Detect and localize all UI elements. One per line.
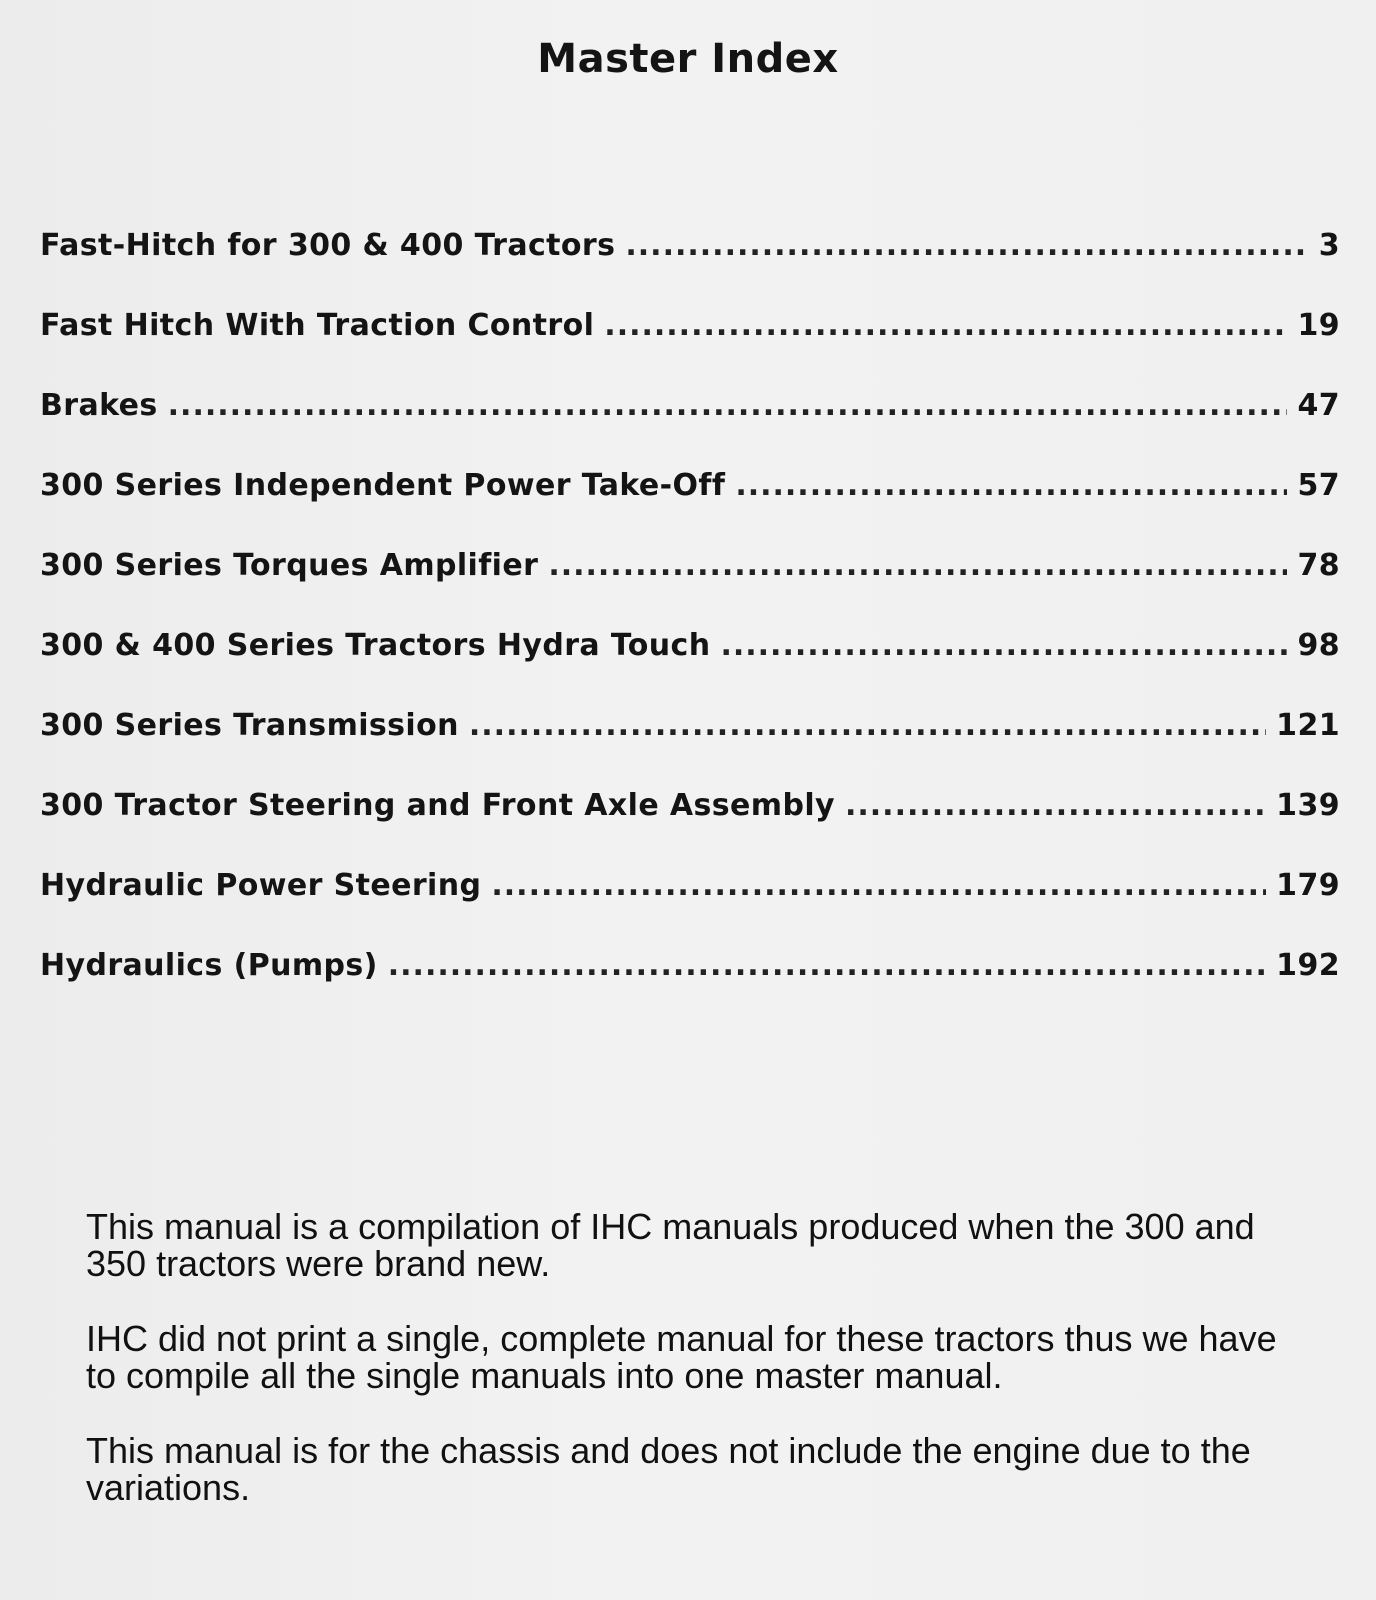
note-paragraph: IHC did not print a single, complete manual for these tractors thus we have to compile all the single manuals into one master manual. xyxy=(86,1318,1277,1396)
index-entry xyxy=(40,548,1340,628)
index-entry xyxy=(40,868,1340,948)
dot-leader xyxy=(720,628,1287,663)
note-paragraph: This manual is a compilation of IHC manuals produced when the 300 and 350 tractors were brand new. xyxy=(86,1206,1255,1284)
index-entry-page: 57 xyxy=(1297,468,1340,503)
index-entry-title: Hydraulic Power Steering xyxy=(40,868,482,903)
dot-leader xyxy=(845,788,1266,823)
index-entry-title: 300 Tractor Steering and Front Axle Assembly xyxy=(40,788,835,823)
index-entry xyxy=(40,308,1340,388)
index-entry-page: 19 xyxy=(1297,308,1340,343)
index-entry xyxy=(40,468,1340,548)
dot-leader xyxy=(604,308,1287,343)
dot-leader xyxy=(388,948,1266,983)
index-entry-page: 121 xyxy=(1276,708,1340,743)
page-title: Master Index xyxy=(537,36,839,82)
index-entry-page: 179 xyxy=(1276,868,1340,903)
index-entry-title: 300 Series Independent Power Take-Off xyxy=(40,468,726,503)
index-entry-title: 300 Series Transmission xyxy=(40,708,459,743)
index-entry-page: 98 xyxy=(1297,628,1340,663)
index-entry-title: 300 & 400 Series Tractors Hydra Touch xyxy=(40,628,711,663)
index-entry-title: 300 Series Torques Amplifier xyxy=(40,548,539,583)
index-entry xyxy=(40,788,1340,868)
index-entry xyxy=(40,948,1340,1028)
index-entry-title: Fast Hitch With Traction Control xyxy=(40,308,595,343)
index-entry-title: Fast-Hitch for 300 & 400 Tractors xyxy=(40,228,616,263)
dot-leader xyxy=(491,868,1266,903)
dot-leader xyxy=(469,708,1266,743)
index-entry xyxy=(40,628,1340,708)
index-entry-title: Brakes xyxy=(40,388,158,423)
index-entry-page: 192 xyxy=(1276,948,1340,983)
index-entry-page: 139 xyxy=(1276,788,1340,823)
index-entry xyxy=(40,388,1340,468)
manual-notes xyxy=(86,1208,1306,1544)
dot-leader xyxy=(735,468,1287,503)
note-paragraph: This manual is for the chassis and does not include the engine due to the variations. xyxy=(86,1430,1251,1508)
index-entry-page: 47 xyxy=(1297,388,1340,423)
index-entry xyxy=(40,228,1340,308)
index-entry-page: 78 xyxy=(1297,548,1340,583)
dot-leader xyxy=(548,548,1287,583)
dot-leader xyxy=(168,388,1288,423)
dot-leader xyxy=(625,228,1308,263)
index-entry xyxy=(40,708,1340,788)
index-entry-page: 3 xyxy=(1318,228,1340,263)
index-entry-title: Hydraulics (Pumps) xyxy=(40,948,378,983)
master-index-list xyxy=(40,228,1340,1028)
